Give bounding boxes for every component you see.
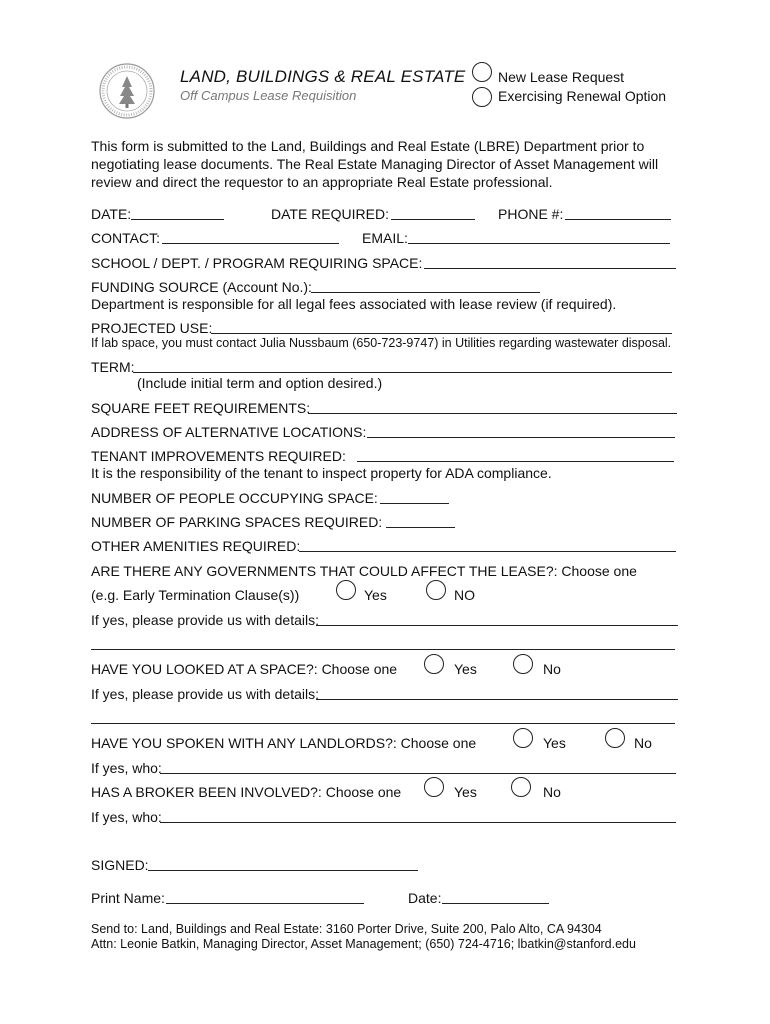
phone-field[interactable] xyxy=(565,219,671,220)
amenities-label: OTHER AMENITIES REQUIRED: xyxy=(91,538,301,554)
broker-question: HAS A BROKER BEEN INVOLVED?: Choose one xyxy=(91,784,402,800)
tenant-improvements-field[interactable] xyxy=(357,461,674,462)
projected-use-label: PROJECTED USE: xyxy=(91,320,213,336)
governments-details-field-2[interactable] xyxy=(91,649,675,650)
governments-yes-radio[interactable] xyxy=(336,580,356,600)
date-field[interactable] xyxy=(131,219,224,220)
signed-label: SIGNED: xyxy=(91,857,149,873)
signed-field[interactable] xyxy=(148,870,418,871)
renewal-option-label: Exercising Renewal Option xyxy=(498,88,667,104)
people-label: NUMBER OF PEOPLE OCCUPYING SPACE: xyxy=(91,490,378,506)
send-to-address: Send to: Land, Buildings and Real Estate: 3160 Porter Drive, Suite 200, Palo Alto, CA 94304 xyxy=(91,922,602,936)
print-name-field[interactable] xyxy=(166,903,364,904)
square-feet-label: SQUARE FEET REQUIREMENTS: xyxy=(91,400,311,416)
parking-label: NUMBER OF PARKING SPACES REQUIRED: xyxy=(91,514,383,530)
form-subtitle: Off Campus Lease Requisition xyxy=(180,88,357,103)
governments-example: (e.g. Early Termination Clause(s)) xyxy=(91,587,300,603)
governments-details-label: If yes, please provide us with details: xyxy=(91,612,320,628)
looked-space-details-field-2[interactable] xyxy=(91,723,675,724)
amenities-field[interactable] xyxy=(299,551,676,552)
renewal-option-radio[interactable] xyxy=(472,87,492,107)
form-title: LAND, BUILDINGS & REAL ESTATE xyxy=(180,67,466,86)
signature-date-field[interactable] xyxy=(442,903,549,904)
date-label: DATE: xyxy=(91,206,132,222)
governments-question: ARE THERE ANY GOVERNMENTS THAT COULD AFFECT THE LEASE?: Choose one xyxy=(91,563,637,579)
looked-space-no-radio[interactable] xyxy=(513,654,533,674)
funding-field[interactable] xyxy=(311,292,540,293)
looked-space-question: HAVE YOU LOOKED AT A SPACE?: Choose one xyxy=(91,661,398,677)
phone-label: PHONE #: xyxy=(498,206,564,222)
new-lease-radio[interactable] xyxy=(472,62,492,82)
landlords-who-label: If yes, who: xyxy=(91,760,162,776)
tenant-improvements-label: TENANT IMPROVEMENTS REQUIRED: xyxy=(91,448,346,464)
term-label: TERM: xyxy=(91,359,135,375)
governments-details-field[interactable] xyxy=(316,625,678,626)
term-note: (Include initial term and option desired.) xyxy=(137,375,383,391)
looked-space-no-label: No xyxy=(543,661,561,677)
governments-no-radio[interactable] xyxy=(426,580,446,600)
landlords-no-label: No xyxy=(634,735,652,751)
school-label: SCHOOL / DEPT. / PROGRAM REQUIRING SPACE: xyxy=(91,255,423,271)
contact-label: CONTACT: xyxy=(91,230,160,246)
governments-yes-label: Yes xyxy=(364,587,387,603)
funding-label: FUNDING SOURCE (Account No.): xyxy=(91,279,312,295)
square-feet-field[interactable] xyxy=(308,413,677,414)
landlords-who-field[interactable] xyxy=(160,773,676,774)
broker-yes-radio[interactable] xyxy=(424,777,444,797)
signature-date-label: Date: xyxy=(408,890,442,906)
email-field[interactable] xyxy=(408,243,670,244)
university-seal-logo xyxy=(98,62,156,120)
broker-who-field[interactable] xyxy=(160,822,676,823)
looked-space-yes-label: Yes xyxy=(454,661,477,677)
looked-space-details-label: If yes, please provide us with details: xyxy=(91,686,320,702)
contact-field[interactable] xyxy=(162,243,339,244)
governments-no-label: NO xyxy=(454,587,475,603)
broker-no-label: No xyxy=(543,784,561,800)
address-alternatives-field[interactable] xyxy=(367,437,675,438)
school-field[interactable] xyxy=(424,268,676,269)
new-lease-label: New Lease Request xyxy=(498,69,625,85)
intro-paragraph: This form is submitted to the Land, Buildings and Real Estate (LBRE) Department prior to negotiating lease documents. The Real Estate Managing Director of Asset Management will review and direct the requestor to an appropriate Real Estate professional. xyxy=(91,138,659,190)
broker-no-radio[interactable] xyxy=(511,777,531,797)
date-required-field[interactable] xyxy=(391,219,475,220)
looked-space-details-field[interactable] xyxy=(316,699,678,700)
landlords-yes-label: Yes xyxy=(543,735,566,751)
broker-yes-label: Yes xyxy=(454,784,477,800)
landlords-no-radio[interactable] xyxy=(605,728,625,748)
ada-note: It is the responsibility of the tenant to inspect property for ADA compliance. xyxy=(91,465,552,481)
people-field[interactable] xyxy=(380,503,449,504)
term-field[interactable] xyxy=(133,372,672,373)
landlords-yes-radio[interactable] xyxy=(513,728,533,748)
projected-use-note: If lab space, you must contact Julia Nussbaum (650-723-9747) in Utilities regarding wastewater disposal. xyxy=(91,336,672,350)
attn-contact: Attn: Leonie Batkin, Managing Director, Asset Management; (650) 724-4716; lbatkin@stanford.edu xyxy=(91,937,636,951)
print-name-label: Print Name: xyxy=(91,890,165,906)
broker-who-label: If yes, who: xyxy=(91,809,162,825)
funding-note: Department is responsible for all legal fees associated with lease review (if required). xyxy=(91,296,617,312)
landlords-question: HAVE YOU SPOKEN WITH ANY LANDLORDS?: Choose one xyxy=(91,735,477,751)
email-label: EMAIL: xyxy=(362,230,408,246)
looked-space-yes-radio[interactable] xyxy=(424,654,444,674)
date-required-label: DATE REQUIRED: xyxy=(271,206,389,222)
address-alternatives-label: ADDRESS OF ALTERNATIVE LOCATIONS: xyxy=(91,424,367,440)
projected-use-field[interactable] xyxy=(211,333,672,334)
parking-field[interactable] xyxy=(386,527,455,528)
